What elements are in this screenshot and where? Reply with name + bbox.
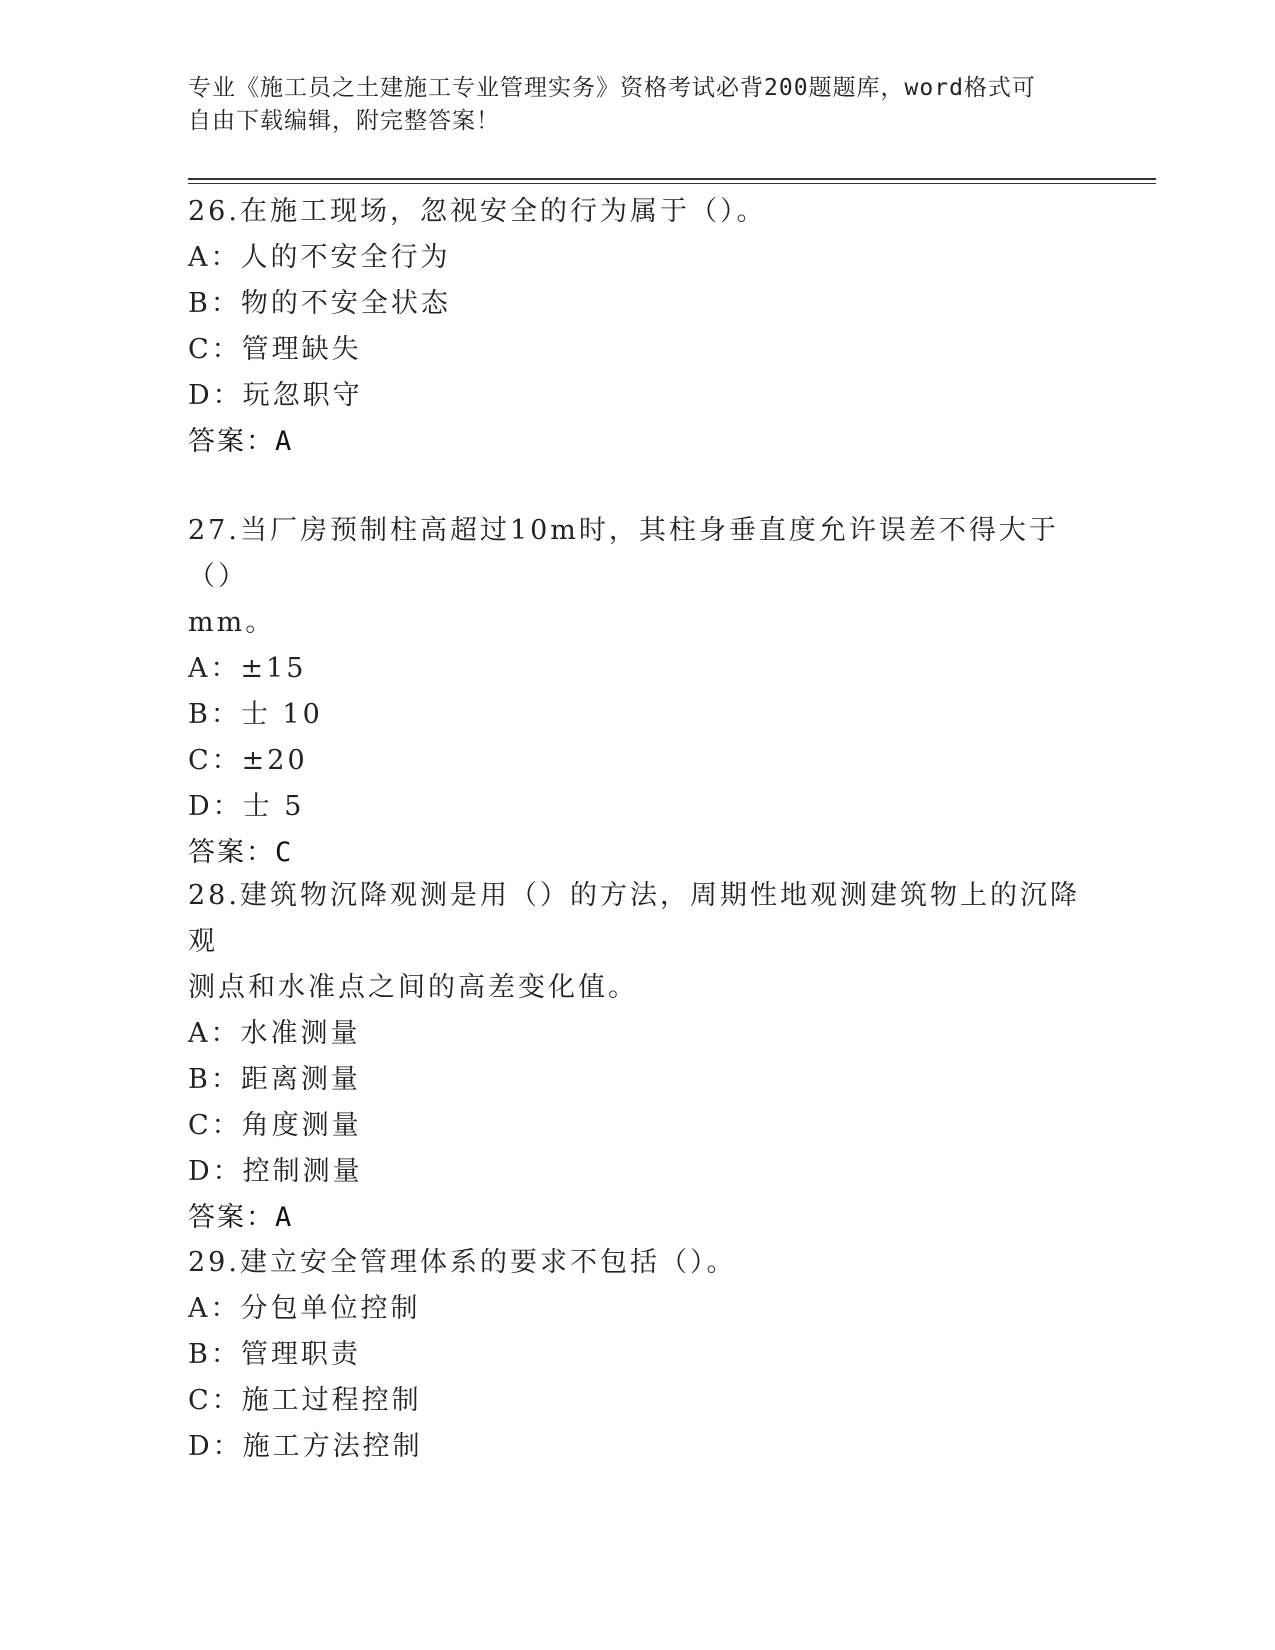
answer-line [188, 1195, 1088, 1241]
answer-label: 答案： [188, 837, 275, 868]
answer-value: C [275, 837, 294, 868]
option-b: B：物的不安全状态 [188, 288, 451, 319]
question-stem-continued: mm。 [188, 607, 276, 638]
option-a: A：分包单位控制 [188, 1293, 421, 1324]
answer-label: 答案： [188, 426, 275, 457]
option-b: B：士 10 [188, 699, 323, 730]
option-c: C：±20 [188, 745, 308, 776]
option-c: C：管理缺失 [188, 334, 362, 365]
header-line-1: 专业《施工员之土建施工专业管理实务》资格考试必背200题题库，word格式可 [188, 75, 1036, 101]
answer-label: 答案： [188, 1202, 275, 1233]
answer-value: A [275, 1202, 294, 1233]
option-a: A：±15 [188, 653, 307, 684]
question-stem: 27.当厂房预制柱高超过10m时，其柱身垂直度允许误差不得大于（） [188, 515, 1059, 592]
header-divider-thick [188, 178, 1156, 180]
question-26 [188, 189, 1088, 465]
option-d: D：控制测量 [188, 1156, 363, 1187]
answer-line [188, 830, 1088, 876]
question-27 [188, 508, 1088, 876]
option-d: D：玩忽职守 [188, 380, 363, 411]
answer-line [188, 419, 1088, 465]
option-b: B：距离测量 [188, 1064, 361, 1095]
question-stem: 26.在施工现场，忽视安全的行为属于（）。 [188, 196, 767, 227]
answer-value: A [275, 426, 294, 457]
document-header [188, 72, 1088, 138]
option-d: D：士 5 [188, 791, 305, 822]
header-line-2: 自由下载编辑，附完整答案！ [188, 108, 500, 134]
option-a: A：人的不安全行为 [188, 242, 451, 273]
question-stem: 28.建筑物沉降观测是用（）的方法，周期性地观测建筑物上的沉降观 [188, 880, 1080, 957]
question-stem-continued: 测点和水准点之间的高差变化值。 [188, 972, 638, 1003]
option-c: C：角度测量 [188, 1110, 362, 1141]
option-c: C：施工过程控制 [188, 1385, 422, 1416]
question-stem: 29.建立安全管理体系的要求不包括（）。 [188, 1247, 737, 1278]
option-b: B：管理职责 [188, 1339, 361, 1370]
question-29 [188, 1240, 1088, 1470]
header-divider-thin [188, 183, 1156, 184]
option-d: D：施工方法控制 [188, 1431, 423, 1462]
option-a: A：水准测量 [188, 1018, 361, 1049]
question-28 [188, 873, 1088, 1241]
